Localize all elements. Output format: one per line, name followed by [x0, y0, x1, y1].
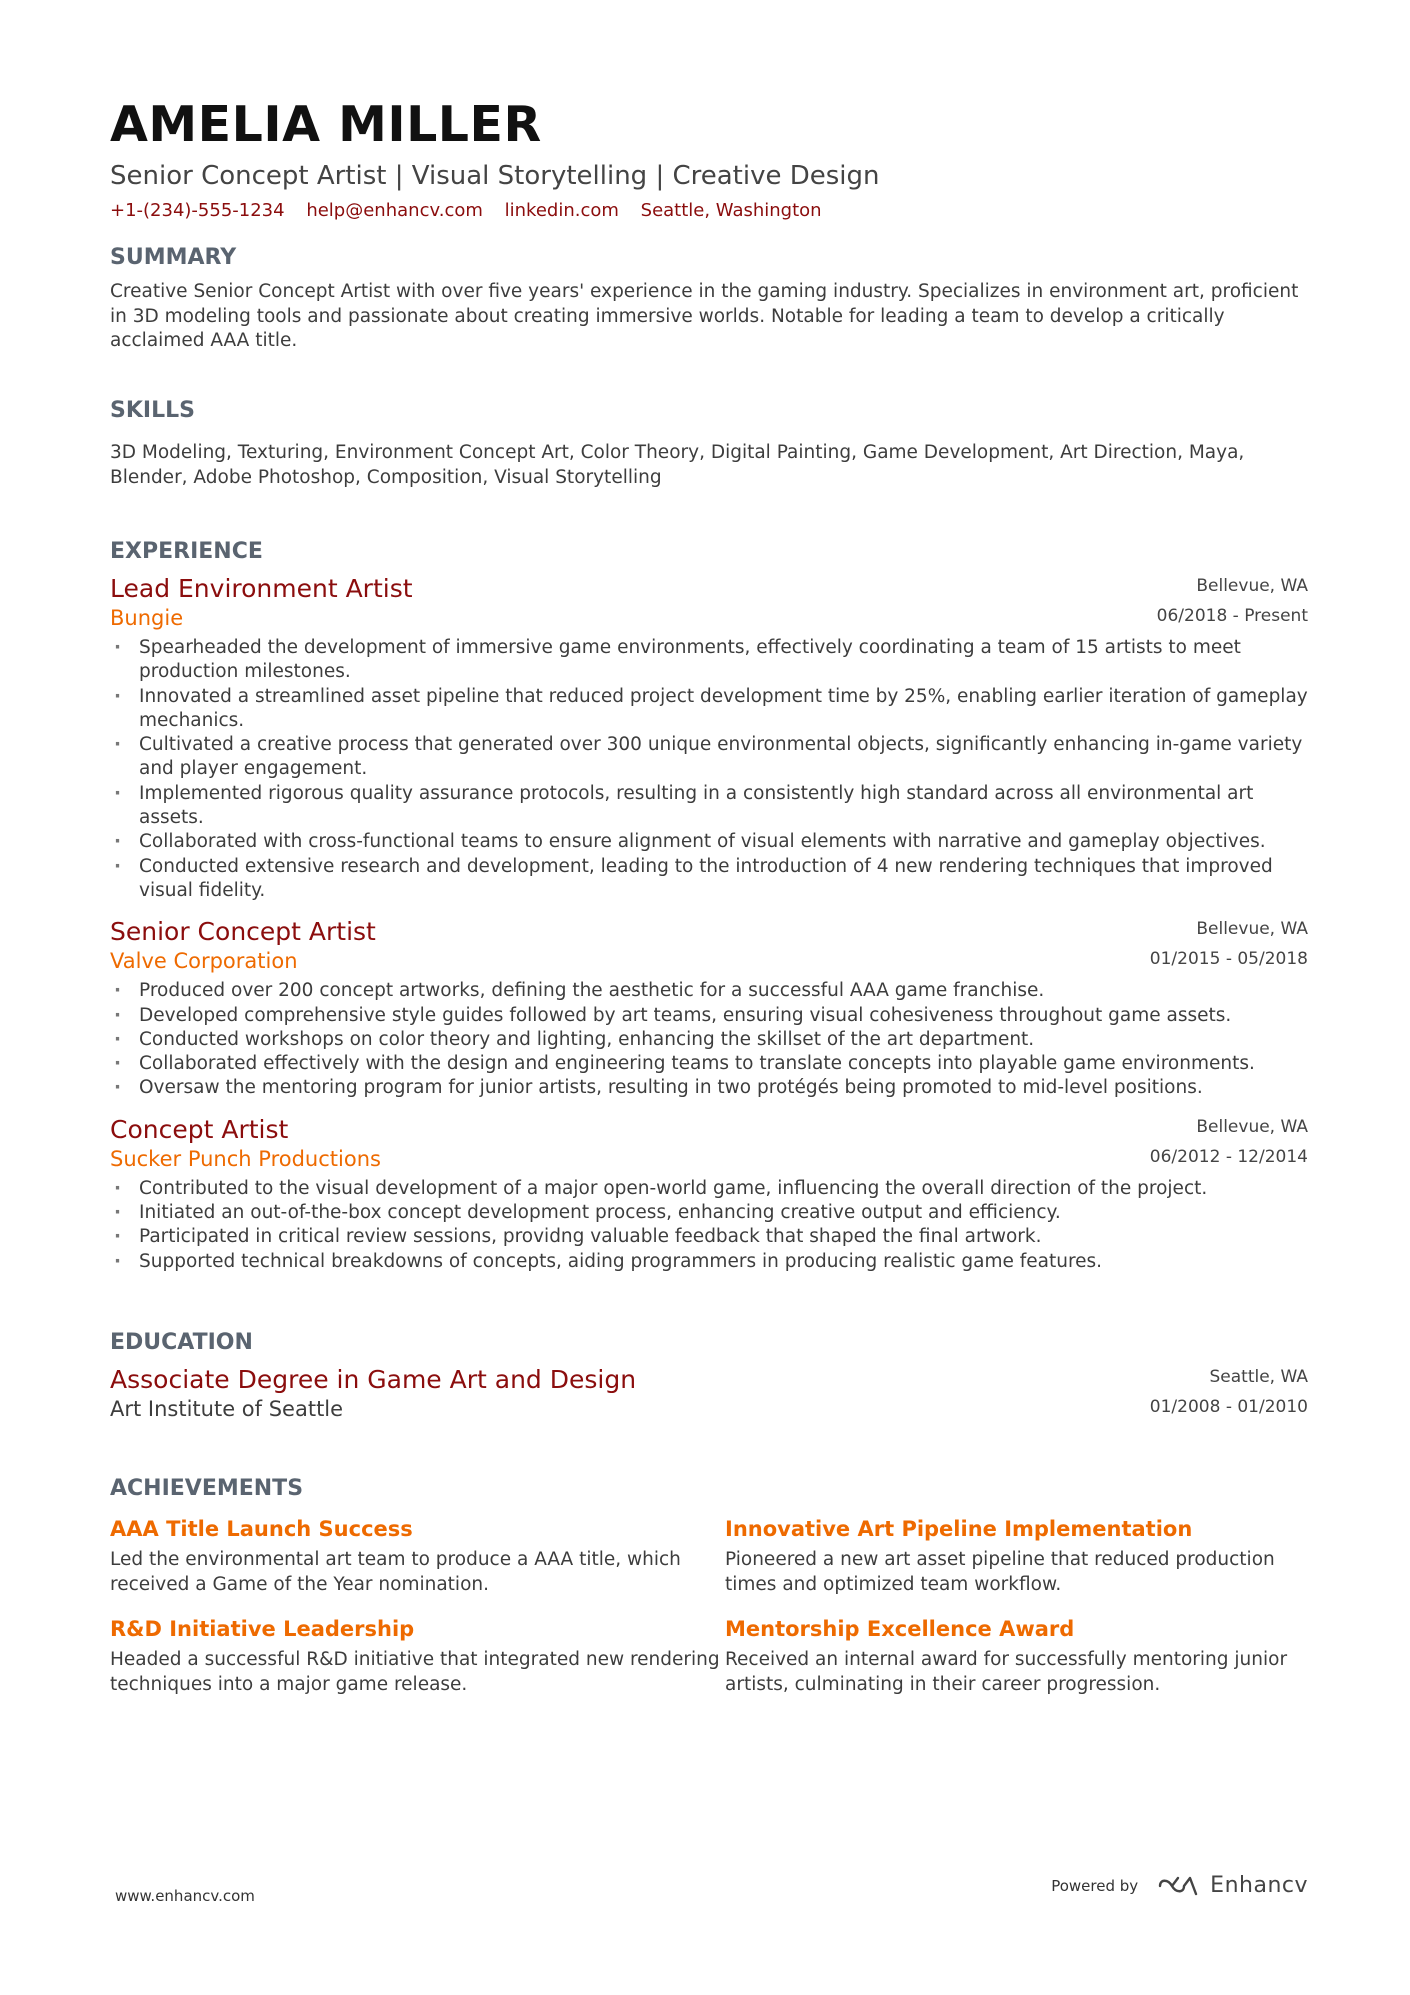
education-entry	[110, 1365, 1308, 1423]
job-dates: 06/2012 - 12/2014	[1149, 1146, 1308, 1167]
job-title: Lead Environment Artist	[110, 574, 413, 603]
contact-linkedin[interactable]: linkedin.com	[504, 200, 619, 221]
job-dates: 01/2015 - 05/2018	[1149, 949, 1308, 970]
job-bullets	[110, 1177, 1308, 1274]
job-location: Bellevue, WA	[1196, 919, 1308, 940]
degree-title: Associate Degree in Game Art and Design	[110, 1365, 637, 1394]
achievement-title: R&D Initiative Leadership	[110, 1617, 415, 1641]
achievement-item	[110, 1515, 725, 1597]
job-bullets	[110, 979, 1308, 1100]
contact-info	[110, 199, 1308, 223]
contact-phone[interactable]: +1-(234)-555-1234	[110, 200, 285, 221]
job-dates: 06/2018 - Present	[1156, 606, 1308, 626]
job-bullet: · Conducted workshops on color theory and lighting, enhancing the skillset of the art department.	[110, 1028, 1308, 1052]
experience-heading: EXPERIENCE	[110, 539, 263, 564]
achievement-item	[725, 1515, 1308, 1597]
job-bullet: · Oversaw the mentoring program for junior artists, resulting in two protégés being promoted to mid-level positions.	[110, 1076, 1308, 1100]
education-heading: EDUCATION	[110, 1330, 253, 1355]
skills-section	[110, 397, 1308, 490]
job-location: Bellevue, WA	[1196, 576, 1308, 596]
job-bullet: · Participated in critical review sessions, providng valuable feedback that shaped the final artwork.	[110, 1225, 1308, 1249]
job-company: Valve Corporation	[110, 949, 298, 974]
achievements-grid	[110, 1515, 1308, 1697]
job-title: Concept Artist	[110, 1114, 289, 1144]
resume-header	[110, 96, 1308, 223]
candidate-name: AMELIA MILLER	[110, 96, 542, 153]
enhancv-brand[interactable]	[1156, 1873, 1308, 1898]
achievement-item	[725, 1615, 1308, 1697]
achievement-title: AAA Title Launch Success	[110, 1517, 413, 1541]
job-bullet: · Implemented rigorous quality assurance protocols, resulting in a consistently high standard across all environmental art assets.	[110, 782, 1308, 831]
job-bullets	[110, 636, 1308, 903]
enhancv-brand-name: Enhancv	[1210, 1873, 1308, 1898]
achievement-description: Headed a successful R&D initiative that integrated new rendering techniques into a major game release.	[110, 1649, 720, 1695]
footer-website[interactable]: www.enhancv.com	[115, 1887, 255, 1905]
summary-text: Creative Senior Concept Artist with over five years' experience in the gaming industry. Specializes in environment art, proficient in 3D modeling tools and passionate about creating immersive worlds. Notable for leading a team to develop a critically acclaimed AAA title.	[110, 281, 1299, 351]
skills-heading: SKILLS	[110, 398, 195, 423]
job-company: Bungie	[110, 606, 184, 630]
skills-text: 3D Modeling, Texturing, Environment Concept Art, Color Theory, Digital Painting, Game Development, Art Direction, Maya, Blender, Adobe Photoshop, Composition, Visual Storytelling	[110, 442, 1245, 488]
achievement-title: Innovative Art Pipeline Implementation	[725, 1517, 1193, 1541]
achievement-description: Received an internal award for successfully mentoring junior artists, culminating in their career progression.	[725, 1649, 1288, 1695]
job-bullet: · Produced over 200 concept artworks, defining the aesthetic for a successful AAA game franchise.	[110, 979, 1308, 1003]
footer-branding	[1051, 1873, 1308, 1898]
job-entry	[110, 574, 1308, 903]
education-location: Seattle, WA	[1209, 1367, 1308, 1387]
job-company: Sucker Punch Productions	[110, 1146, 381, 1171]
job-bullet: · Developed comprehensive style guides followed by art teams, ensuring visual cohesiveness throughout game assets.	[110, 1004, 1308, 1028]
job-bullet: · Cultivated a creative process that generated over 300 unique environmental objects, significantly enhancing in-game variety and player engagement.	[110, 733, 1308, 782]
achievements-section	[110, 1475, 1308, 1697]
summary-section	[110, 244, 1308, 354]
resume-page	[110, 96, 1308, 1695]
experience-section	[110, 538, 1308, 1274]
achievement-title: Mentorship Excellence Award	[725, 1617, 1075, 1641]
job-bullet: · Conducted extensive research and development, leading to the introduction of 4 new rendering techniques that improved visual fidelity.	[110, 855, 1308, 904]
achievement-description: Led the environmental art team to produce a AAA title, which received a Game of the Year nomination.	[110, 1549, 681, 1595]
job-bullet: · Spearheaded the development of immersive game environments, effectively coordinating a team of 15 artists to meet production milestones.	[110, 636, 1308, 685]
job-title: Senior Concept Artist	[110, 917, 376, 947]
contact-email[interactable]: help@enhancv.com	[306, 200, 483, 221]
job-bullet: · Contributed to the visual development of a major open-world game, influencing the overall direction of the project.	[110, 1177, 1308, 1201]
job-bullet: · Initiated an out-of-the-box concept development process, enhancing creative output and efficiency.	[110, 1201, 1308, 1225]
achievement-item	[110, 1615, 725, 1697]
job-entry	[110, 917, 1308, 1100]
job-bullet: · Collaborated with cross-functional teams to ensure alignment of visual elements with narrative and gameplay objectives.	[110, 830, 1308, 854]
job-bullet: · Supported technical breakdowns of concepts, aiding programmers in producing realistic game features.	[110, 1250, 1308, 1274]
achievements-heading: ACHIEVEMENTS	[110, 1476, 304, 1501]
summary-heading: SUMMARY	[110, 245, 237, 270]
candidate-tagline: Senior Concept Artist | Visual Storytelling | Creative Design	[110, 161, 880, 191]
powered-by-label: Powered by	[1051, 1876, 1139, 1895]
education-dates: 01/2008 - 01/2010	[1149, 1397, 1308, 1417]
job-location: Bellevue, WA	[1196, 1116, 1308, 1137]
contact-location: Seattle, Washington	[640, 200, 822, 221]
job-entry	[110, 1115, 1308, 1274]
job-bullet: · Innovated a streamlined asset pipeline that reduced project development time by 25%, enabling earlier iteration of gameplay mechanics.	[110, 685, 1308, 734]
job-bullet: · Collaborated effectively with the design and engineering teams to translate concepts into playable game environments.	[110, 1052, 1308, 1076]
education-section	[110, 1329, 1308, 1423]
achievement-description: Pioneered a new art asset pipeline that reduced production times and optimized team workflow.	[725, 1549, 1275, 1595]
school-name: Art Institute of Seattle	[110, 1397, 344, 1421]
enhancv-logo-icon	[1156, 1874, 1202, 1898]
